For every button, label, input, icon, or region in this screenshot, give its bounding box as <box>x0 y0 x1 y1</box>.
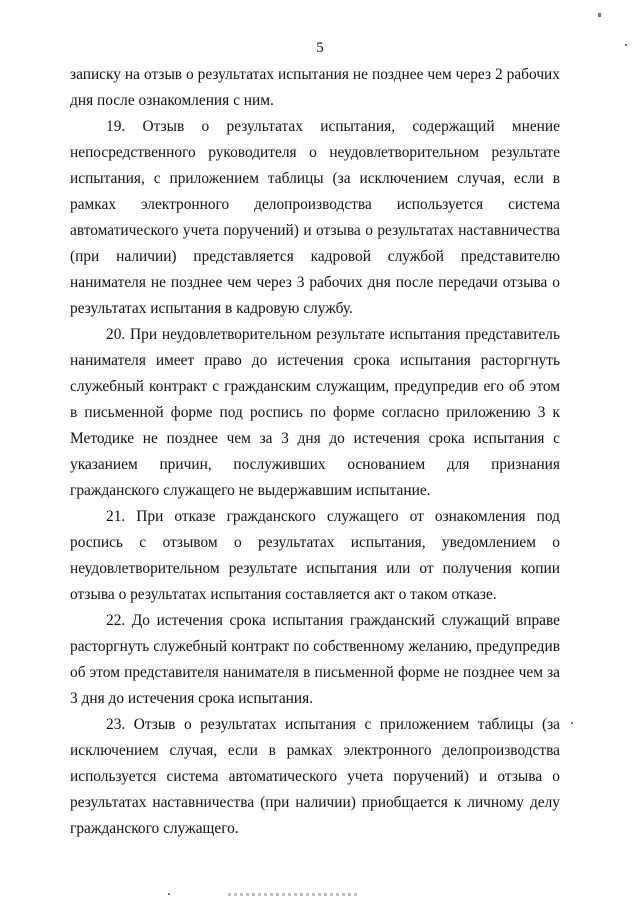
paragraph-continuation: записку на отзыв о результатах испытания не позднее чем через 2 рабочих дня после ознакомления с ним. <box>70 66 560 109</box>
paragraph-21: 21. При отказе гражданского служащего от ознакомления под роспись с отзывом о результатах испытания, уведомлением о неудовлетворительном результате испытания или от получения копии отзыва о результатах испытания составляется акт о таком отказе. <box>70 508 560 603</box>
scan-mark-bottom-left <box>168 893 170 895</box>
paragraph-19: 19. Отзыв о результатах испытания, содержащий мнение непосредственного руководителя о неудовлетворительном результате испытания, с приложением таблицы (за исключением случая, если в рамках электронного делопроизводства используется система автоматического учета поручений) и отзыва о результатах наставничества (при наличии) представляется кадровой службой представителю нанимателя не позднее чем через 3 рабочих дня после передачи отзыва о результатах испытания в кадровую службу. <box>70 118 560 317</box>
scan-mark-right-edge <box>571 722 573 724</box>
scan-mark-top-right-small <box>625 44 627 46</box>
scan-noise-bottom <box>228 893 358 896</box>
paragraph-20: 20. При неудовлетворительном результате испытания представитель нанимателя имеет право до истечения срока испытания расторгнуть служебный контракт с гражданским служащим, предупредив его об этом в письменной форме под роспись по форме согласно приложению 3 к Методике не позднее чем за 3 дня до истечения срока испытания с указанием причин, послуживших основанием для признания гражданского служащего не выдержавшим испытание. <box>70 326 560 499</box>
document-body <box>70 62 560 842</box>
paragraph-23: 23. Отзыв о результатах испытания с приложением таблицы (за исключением случая, если в рамках электронного делопроизводства используется система автоматического учета поручений) и отзыва о результатах наставничества (при наличии) приобщается к личному делу гражданского служащего. <box>70 716 560 837</box>
paragraph-22: 22. До истечения срока испытания гражданский служащий вправе расторгнуть служебный контракт по собственному желанию, предупредив об этом представителя нанимателя в письменной форме не позднее чем за 3 дня до истечения срока испытания. <box>70 612 560 707</box>
page-number: 5 <box>316 40 324 56</box>
scan-mark-top-right <box>598 13 601 17</box>
